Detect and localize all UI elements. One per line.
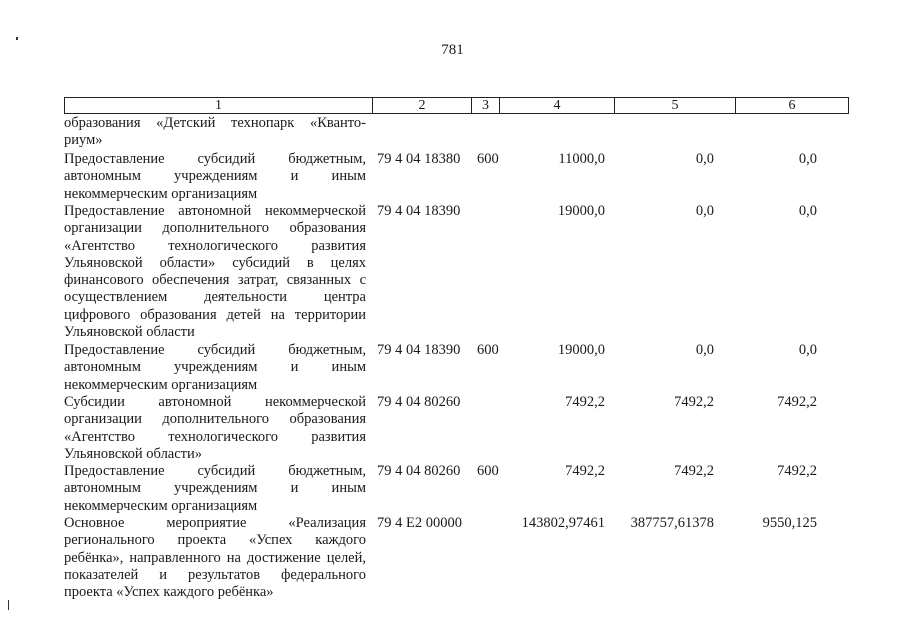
row-expense-type: 600 — [477, 342, 499, 358]
row-expense-type: 600 — [477, 151, 499, 167]
row-value-col4: 19000,0 — [557, 342, 605, 358]
row-description: Основное мероприятие «Реализация регионального проекта «Успех каждого ребёнка», направленного на достижение целей, показателей и результатов федерального проекта «Успех каждого ребёнка» — [64, 515, 366, 601]
row-expense-type: 600 — [477, 463, 499, 479]
row-value-col5: 0,0 — [695, 342, 714, 358]
row-value-col6: 7492,2 — [777, 394, 817, 410]
row-value-col6: 0,0 — [798, 342, 817, 358]
header-col-4: 4 — [500, 98, 615, 114]
header-col-1: 1 — [65, 98, 373, 114]
row-code: 79 4 04 18380 — [377, 151, 461, 167]
row-description: Предоставление субсидий бюджетным, автономным учреждениям и иным некоммерческим организациям — [64, 151, 366, 202]
row-code: 79 4 04 18390 — [377, 203, 461, 219]
row-description: Предоставление субсидий бюджетным, автономным учреждениям и иным некоммерческим организациям — [64, 342, 366, 393]
scan-speck — [16, 37, 18, 40]
header-col-5: 5 — [615, 98, 736, 114]
header-col-3: 3 — [472, 98, 500, 114]
row-value-col4: 7492,2 — [565, 463, 605, 479]
row-code: 79 4 E2 00000 — [377, 515, 462, 531]
row-value-col5: 7492,2 — [674, 463, 714, 479]
table-header — [64, 97, 849, 114]
page-number: 781 — [441, 42, 464, 58]
row-value-col5: 387757,61378 — [630, 515, 714, 531]
row-description: образования «Детский технопарк «Кванто-риум» — [64, 115, 366, 149]
row-value-col6: 0,0 — [798, 151, 817, 167]
row-description: Субсидии автономной некоммерческой организации дополнительного образования «Агентство технологического развития Ульяновской области» — [64, 394, 366, 462]
header-col-6: 6 — [788, 98, 796, 113]
scan-speck — [8, 600, 9, 610]
row-code: 79 4 04 80260 — [377, 463, 461, 479]
row-value-col5: 0,0 — [695, 203, 714, 219]
row-value-col5: 7492,2 — [674, 394, 714, 410]
row-value-col4: 19000,0 — [557, 203, 605, 219]
row-value-col5: 0,0 — [695, 151, 714, 167]
row-code: 79 4 04 18390 — [377, 342, 461, 358]
header-col-2: 2 — [373, 98, 472, 114]
row-description: Предоставление автономной некоммерческой организации дополнительного образования «Агентство технологического развития Ульяновской области» субсидий в целях финансового обеспечения затрат, связанных с осуществлением деятельности центра цифрового образования детей на территории Ульяновской области — [64, 203, 366, 341]
row-value-col4: 143802,97461 — [521, 515, 605, 531]
row-value-col4: 7492,2 — [565, 394, 605, 410]
row-value-col6: 9550,125 — [762, 515, 817, 531]
row-value-col4: 11000,0 — [558, 151, 605, 167]
row-description: Предоставление субсидий бюджетным, автономным учреждениям и иным некоммерческим организациям — [64, 463, 366, 514]
row-value-col6: 0,0 — [798, 203, 817, 219]
row-code: 79 4 04 80260 — [377, 394, 461, 410]
row-value-col6: 7492,2 — [777, 463, 817, 479]
